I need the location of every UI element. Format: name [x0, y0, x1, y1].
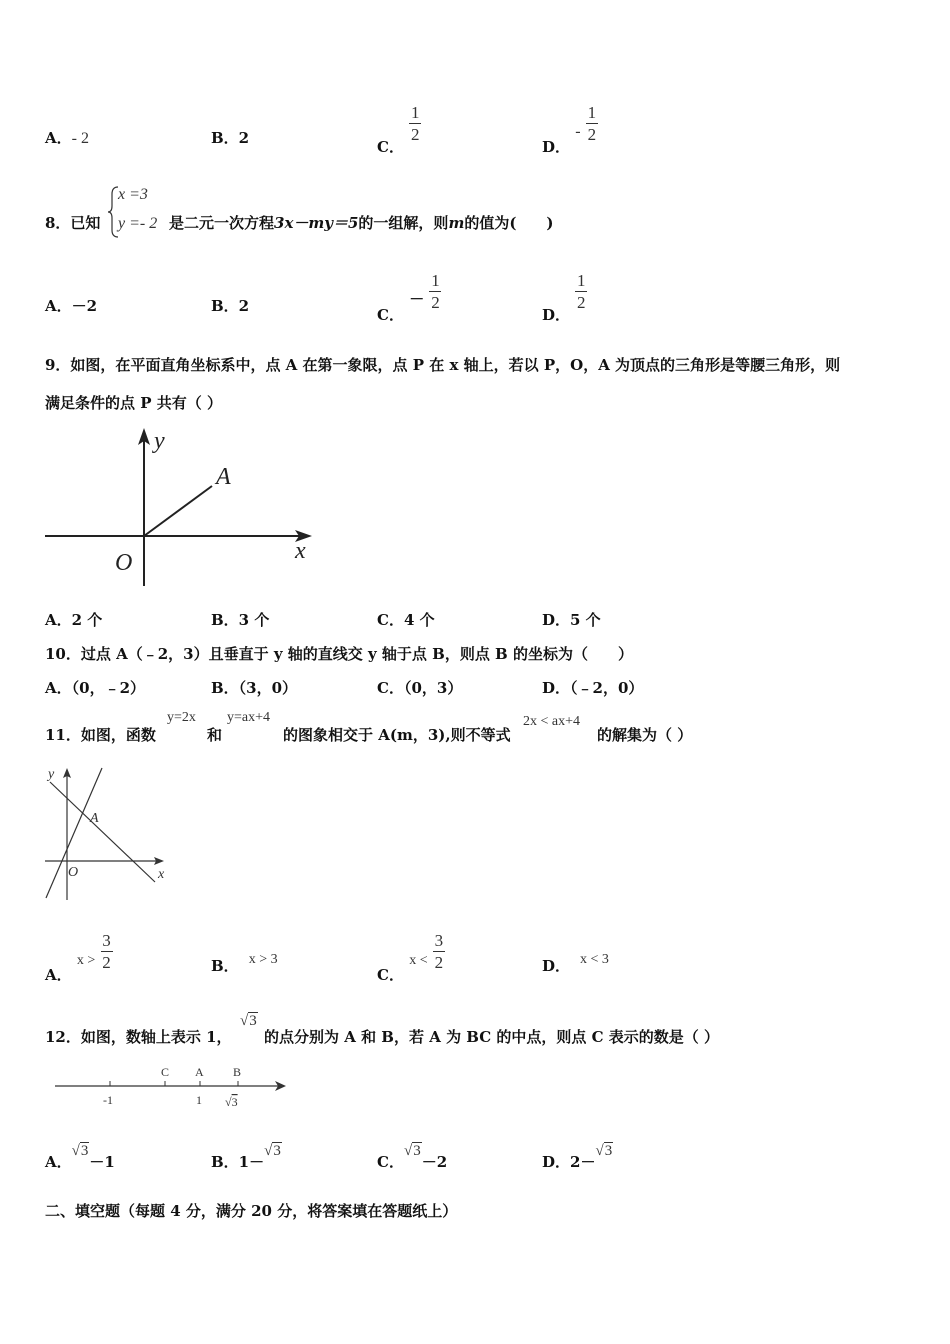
q8-option-a: A．－2: [45, 297, 98, 315]
q11-prefix: 11．如图，函数: [45, 726, 156, 744]
q12-prefix: 12．如图，数轴上表示 1，: [45, 1028, 232, 1046]
q12-option-a: A．√3－1: [45, 1143, 115, 1171]
q9-y-label: y: [154, 428, 165, 454]
q12-label-c: C: [161, 1065, 170, 1079]
q8-system-line-1: x =3: [118, 186, 148, 203]
q7-option-a: A．- 2: [45, 129, 89, 147]
q11-option-c: C． x < $\frac{3}{2}$: [377, 931, 444, 984]
q9-option-c: C．4 个: [377, 611, 435, 629]
q11-function-figure: [40, 760, 175, 905]
q12-option-d: D．2－√3: [542, 1143, 613, 1171]
q12-number-line: [50, 1060, 295, 1115]
q9-option-d: D．5 个: [542, 611, 601, 629]
q11-inequality: 2x < ax+4: [523, 714, 581, 729]
q11-origin-label: O: [68, 865, 79, 880]
q12-suffix: 的点分别为 A 和 B，若 A 为 BC 的中点，则点 C 表示的数是（ ）: [264, 1028, 720, 1046]
q10-option-a: A．（0，﹣2）: [45, 679, 146, 697]
q8-option-c: C． － $\frac{1}{2}$: [377, 271, 440, 324]
q11-y-label: y: [48, 767, 55, 782]
q12-label-a: A: [195, 1065, 204, 1079]
q11-option-b: B． x > 3: [211, 952, 278, 975]
q10-option-c: C．（0，3）: [377, 679, 463, 697]
q8-equation-system: [106, 184, 166, 240]
q8-text: 是二元一次方程3x－my＝5的一组解，则m的值为( ): [169, 214, 554, 232]
q9-text-line-2: 满足条件的点 P 共有（ ）: [45, 394, 222, 412]
q10-option-b: B．（3，0）: [211, 679, 298, 697]
q8-option-d: D． $\frac{1}{2}$: [542, 271, 586, 324]
q11-middle: 的图象相交于 A(m，3),则不等式: [283, 726, 511, 744]
q8-prefix: 8．已知: [45, 214, 101, 232]
q9-option-b: B．3 个: [211, 611, 270, 629]
q8-system-line-2: y =- 2: [118, 215, 158, 232]
q12-label-b: B: [233, 1065, 242, 1079]
q11-function-2: y=ax+4: [227, 710, 271, 725]
q9-option-a: A．2 个: [45, 611, 103, 629]
q9-coordinate-figure: [40, 420, 330, 595]
q11-option-a: A． x > $\frac{3}{2}$: [45, 931, 111, 984]
q11-x-label: x: [158, 867, 165, 882]
q9-text-line-1: 9．如图，在平面直角坐标系中，点 A 在第一象限，点 P 在 x 轴上，若以 P，O，A 为顶点的三角形是等腰三角形，则: [45, 356, 841, 374]
q10-option-d: D．（﹣2，0）: [542, 679, 644, 697]
q12-sqrt3: √3: [240, 1013, 257, 1029]
q10-text: 10．过点 A（﹣2，3）且垂直于 y 轴的直线交 y 轴于点 B，则点 B 的坐标为（ ）: [45, 645, 633, 663]
q12-option-b: B．1－√3: [211, 1143, 281, 1171]
q9-origin-label: O: [115, 550, 133, 576]
q11-point-a-label: A: [90, 811, 99, 826]
q9-point-a-label: A: [216, 464, 231, 490]
q7-option-c: C． $\frac{1}{2}$: [377, 103, 420, 156]
q12-label-minus1: -1: [103, 1093, 113, 1107]
q7-option-d: D． - $\frac{1}{2}$: [542, 103, 597, 156]
q11-suffix: 的解集为（ ）: [597, 726, 693, 744]
q9-ray-oa: [144, 486, 212, 536]
q11-function-1: y=2x: [167, 710, 196, 725]
q11-and: 和: [207, 726, 223, 744]
q7-option-b: B．2: [211, 129, 250, 147]
q11-line-ax4: [50, 782, 155, 882]
q12-option-c: C．√3－2: [377, 1143, 448, 1171]
q9-x-label: x: [295, 538, 306, 564]
q12-label-1: 1: [196, 1093, 202, 1107]
q8-option-b: B．2: [211, 297, 250, 315]
q12-label-sqrt3: √3: [225, 1095, 238, 1109]
q11-option-d: D． x < 3: [542, 952, 609, 975]
section-2-heading: 二、填空题（每题 4 分，满分 20 分，将答案填在答题纸上）: [45, 1202, 458, 1220]
